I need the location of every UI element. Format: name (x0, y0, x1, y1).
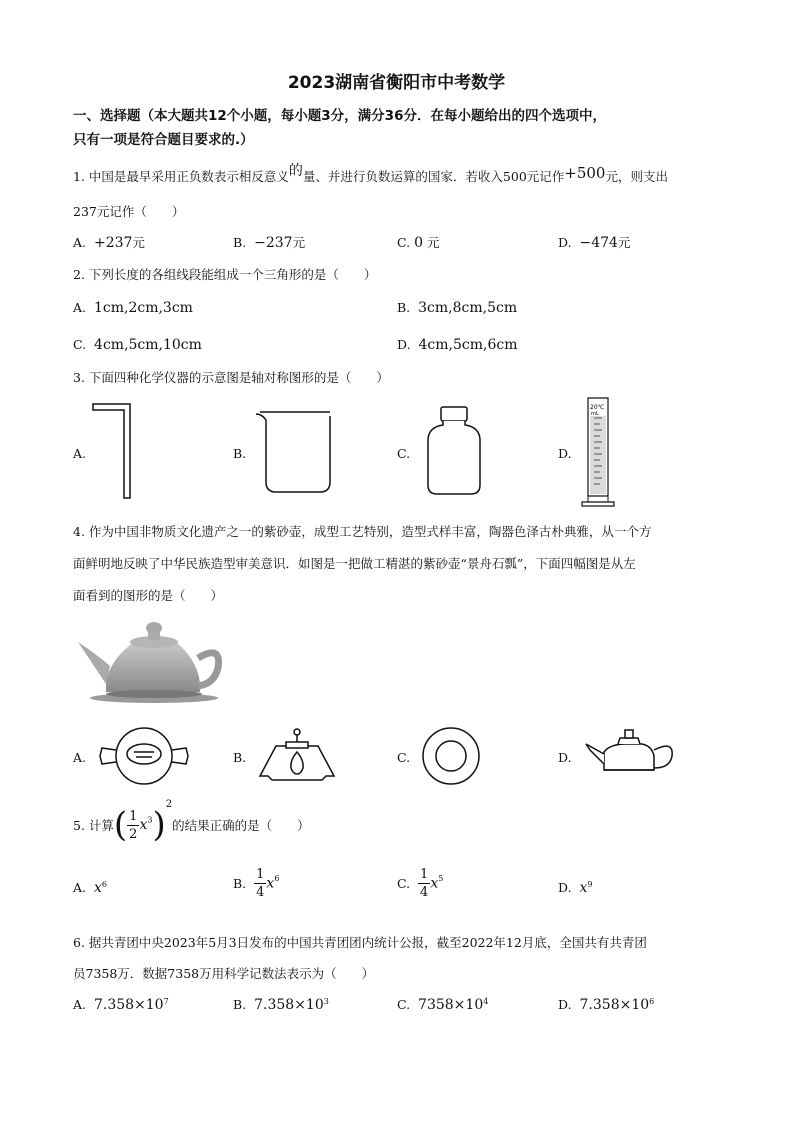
q5-option-d: D. $x^9$ (558, 880, 593, 897)
section-header-line1: 一、选择题（本大题共12个小题，每小题3分，满分36分．在每小题给出的四个选项中， (73, 108, 606, 124)
q1-option-c: C. 0 元 (397, 235, 440, 251)
q1-option-a: A. +237元 (73, 235, 145, 251)
q1-option-b: B. −237元 (233, 235, 306, 251)
q6-option-a: A. $7.358\times 10^7$ (73, 997, 169, 1014)
q6-option-d: D. $7.358\times 10^6$ (558, 997, 655, 1014)
q5-prefix: 5. 计算 (73, 818, 114, 833)
q4-label-d: D. (558, 750, 572, 765)
q4-label-a: A. (73, 750, 87, 765)
question-4-line1: 4. 作为中国非物质文化遗产之一的紫砂壶，成型工艺特别，造型式样丰富，陶器色泽古朴典雅，从一个方 (73, 524, 652, 539)
q5-option-a: A. $x^6$ (73, 880, 107, 897)
q1-text-a: 1. 中国是最早采用正负数表示相反意义 (73, 169, 289, 184)
q1-text-c: 元，则支出 (605, 169, 668, 184)
q5-fraction: $\frac{1}{2}$ (129, 808, 138, 842)
reagent-bottle-figure (425, 405, 483, 497)
cylinder-unit-mark: mL (591, 411, 599, 417)
q5-option-b: B. $\frac{1}{4}$ $x^6$ (233, 867, 280, 900)
question-2-text: 2. 下列长度的各组线段能组成一个三角形的是（ ） (73, 267, 377, 282)
q2-option-a: A. 1cm,2cm,3cm (73, 300, 193, 316)
graduated-cylinder-figure (580, 396, 624, 510)
question-1-line2: 237元记作（ ） (73, 204, 185, 219)
q2-option-c: C. 4cm,5cm,10cm (73, 337, 202, 353)
q1-text-de: 的 (288, 163, 303, 179)
q1-text-b: 量、并进行负数运算的国家．若收入500元记作 (302, 169, 565, 184)
page-title: 2023湖南省衡阳市中考数学 (287, 73, 506, 93)
q1-option-d: D. −474元 (558, 235, 631, 251)
question-3-text: 3. 下面四种化学仪器的示意图是轴对称图形的是（ ） (73, 370, 389, 385)
question-6-line2: 员7358万．数据7358万用科学记数法表示为（ ） (73, 966, 375, 981)
q3-label-d: D. (558, 446, 572, 461)
q4-label-b: B. (233, 750, 247, 765)
teapot-option-c-figure (420, 726, 482, 786)
question-1-line1 (73, 163, 668, 186)
question-5: 5. 计算( $\frac{1}{2}$ $x^3)^2$的结果正确的是（ ） (73, 799, 310, 845)
q1-plus500: +500 (564, 164, 606, 182)
q5-option-c: C. $\frac{1}{4}$ $x^5$ (397, 867, 444, 900)
question-6-line1: 6. 据共青团中央2023年5月3日发布的中国共青团团内统计公报，截至2022年12月底，全国共有共青团 (73, 935, 647, 950)
q3-label-b: B. (233, 446, 247, 461)
q2-option-d: D. 4cm,5cm,6cm (397, 337, 518, 353)
q5-suffix: 的结果正确的是（ ） (172, 818, 310, 833)
q6-option-c: C. $7358\times 10^4$ (397, 997, 489, 1014)
q5-right-paren: ) (152, 805, 166, 845)
teapot-option-b-figure (256, 724, 338, 782)
q6-option-b: B. $7.358\times 10^3$ (233, 997, 329, 1014)
q2-option-b: B. 3cm,8cm,5cm (397, 300, 518, 316)
cylinder-temp-mark: 20℃ (590, 404, 605, 411)
question-4-line2: 面鲜明地反映了中华民族造型审美意识．如图是一把做工精湛的紫砂壶“景舟石瓢”，下面四幅图是从左 (73, 556, 636, 571)
q3-label-c: C. (397, 446, 411, 461)
beaker-figure (254, 410, 334, 496)
teapot-photo (76, 614, 226, 704)
teapot-option-d-figure (582, 722, 678, 778)
l-shaped-glass-tube-figure (90, 402, 140, 502)
teapot-option-a-figure (98, 726, 190, 786)
q3-label-a: A. (73, 446, 87, 461)
section-header-line2: 只有一项是符合题目要求的.） (73, 132, 254, 148)
q5-left-paren: ( (113, 805, 128, 845)
q4-label-c: C. (397, 750, 411, 765)
question-4-line3: 面看到的图形的是（ ） (73, 588, 224, 603)
